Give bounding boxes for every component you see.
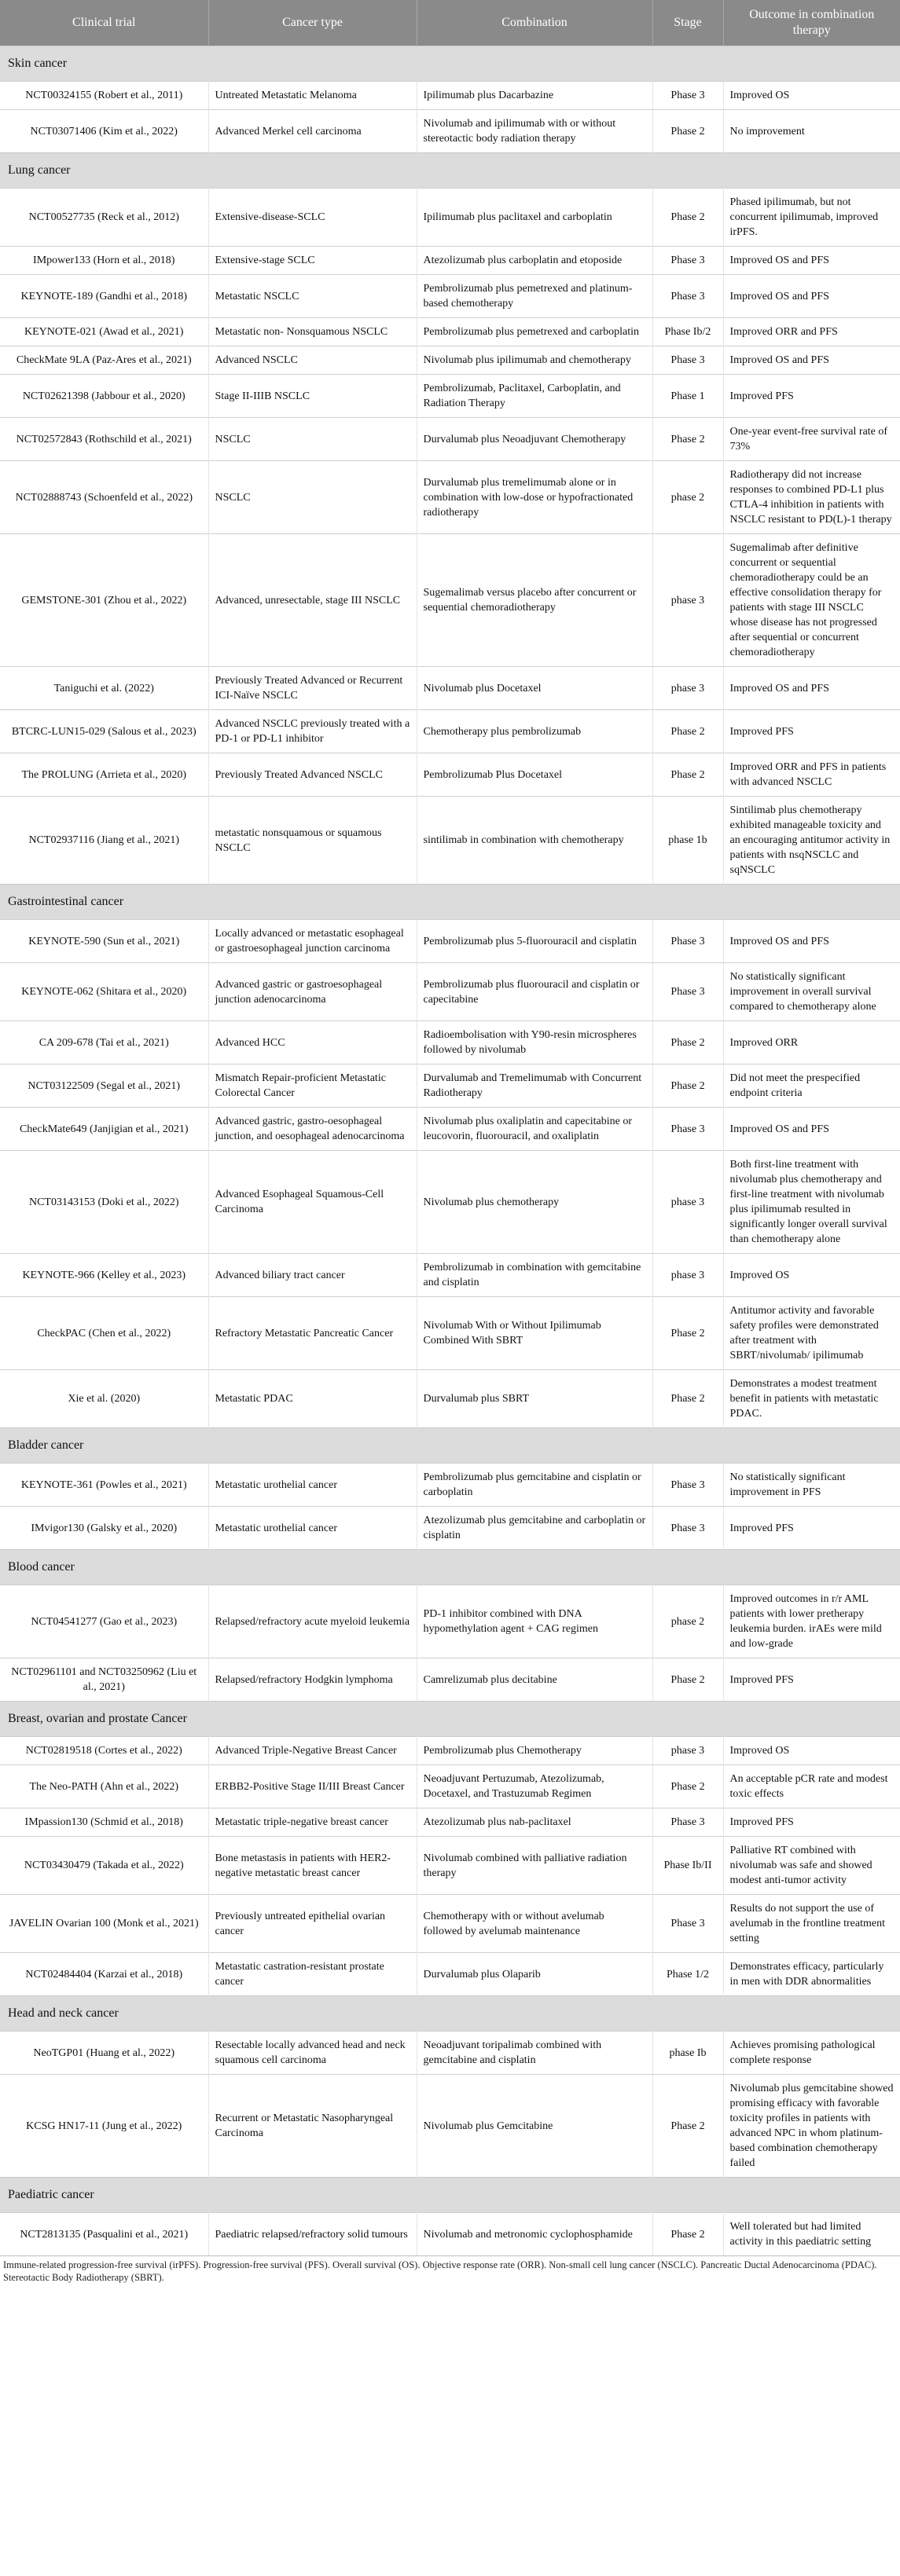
cell-clinical-trial: IMpower133 (Horn et al., 2018)	[0, 247, 208, 275]
section-title: Breast, ovarian and prostate Cancer	[0, 1702, 900, 1737]
cell-outcome: Improved OS and PFS	[723, 247, 900, 275]
cell-stage: Phase 2	[652, 710, 723, 753]
table-row	[0, 275, 900, 318]
cell-combination: sintilimab in combination with chemotherapy	[417, 797, 652, 885]
section-row	[0, 885, 900, 920]
header-cancer-type: Cancer type	[208, 0, 417, 46]
cell-cancer-type: Advanced Esophageal Squamous-Cell Carcinoma	[208, 1151, 417, 1254]
cell-stage: Phase 2	[652, 753, 723, 797]
table-row	[0, 1064, 900, 1108]
cell-combination: Pembrolizumab plus pemetrexed and carboplatin	[417, 318, 652, 346]
cell-stage: Phase 2	[652, 1370, 723, 1428]
table-row	[0, 753, 900, 797]
cell-stage: Phase 3	[652, 1108, 723, 1151]
cell-cancer-type: Advanced gastric or gastroesophageal junction adenocarcinoma	[208, 963, 417, 1021]
cell-cancer-type: NSCLC	[208, 418, 417, 461]
cell-outcome: Both first-line treatment with nivolumab plus chemotherapy and first-line treatment with nivolumab plus ipilimumab resulted in significantly longer overall survival than chemotherapy alone	[723, 1151, 900, 1254]
cell-outcome: No improvement	[723, 110, 900, 153]
table-row	[0, 1021, 900, 1064]
cell-stage: Phase 2	[652, 1021, 723, 1064]
cell-cancer-type: Extensive-stage SCLC	[208, 247, 417, 275]
cell-cancer-type: Previously Treated Advanced or Recurrent ICI-Naïve NSCLC	[208, 667, 417, 710]
cell-combination: Sugemalimab versus placebo after concurrent or sequential chemoradiotherapy	[417, 534, 652, 667]
cell-combination: Pembrolizumab Plus Docetaxel	[417, 753, 652, 797]
table-row	[0, 2075, 900, 2178]
table-footnote: Immune-related progression-free survival (irPFS). Progression-free survival (PFS). Overall survival (OS). Objective response rate (ORR). Non-small cell lung cancer (NSCLC). Pancreatic Ductal Adenocarcinoma (PDAC). Stereotactic Body Radiotherapy (SBRT).	[0, 2255, 900, 2284]
cell-cancer-type: Locally advanced or metastatic esophageal or gastroesophageal junction carcinoma	[208, 920, 417, 963]
section-row	[0, 46, 900, 82]
cell-outcome: Improved OS	[723, 1737, 900, 1765]
cell-clinical-trial: KEYNOTE-189 (Gandhi et al., 2018)	[0, 275, 208, 318]
cell-stage: Phase 2	[652, 110, 723, 153]
cell-combination: Durvalumab plus Olaparib	[417, 1953, 652, 1996]
cell-stage: Phase Ib/2	[652, 318, 723, 346]
section-title: Lung cancer	[0, 153, 900, 189]
cell-combination: Nivolumab plus ipilimumab and chemotherapy	[417, 346, 652, 375]
cell-outcome: Antitumor activity and favorable safety profiles were demonstrated after treatment with SBRT/nivolumab/ ipilimumab	[723, 1297, 900, 1370]
cell-combination: Ipilimumab plus paclitaxel and carboplatin	[417, 189, 652, 247]
cell-cancer-type: ERBB2-Positive Stage II/III Breast Cancer	[208, 1765, 417, 1808]
cell-combination: Pembrolizumab plus Chemotherapy	[417, 1737, 652, 1765]
cell-combination: Atezolizumab plus carboplatin and etoposide	[417, 247, 652, 275]
cell-combination: Chemotherapy plus pembrolizumab	[417, 710, 652, 753]
cell-outcome: No statistically significant improvement in overall survival compared to chemotherapy alone	[723, 963, 900, 1021]
cell-cancer-type: Resectable locally advanced head and neck squamous cell carcinoma	[208, 2032, 417, 2075]
table-row	[0, 667, 900, 710]
cell-outcome: Nivolumab plus gemcitabine showed promising efficacy with favorable toxicity profiles in patients with advanced NPC in whom platinum-based combination chemotherapy failed	[723, 2075, 900, 2178]
cell-combination: Durvalumab plus SBRT	[417, 1370, 652, 1428]
cell-stage: phase Ib	[652, 2032, 723, 2075]
cell-cancer-type: Paediatric relapsed/refractory solid tumours	[208, 2213, 417, 2256]
cell-stage: Phase 2	[652, 1297, 723, 1370]
table-row	[0, 375, 900, 418]
cell-combination: Camrelizumab plus decitabine	[417, 1658, 652, 1702]
cell-clinical-trial: KEYNOTE-361 (Powles et al., 2021)	[0, 1464, 208, 1507]
table-row	[0, 346, 900, 375]
table-row	[0, 2213, 900, 2256]
cell-clinical-trial: The Neo-PATH (Ahn et al., 2022)	[0, 1765, 208, 1808]
cell-combination: Durvalumab plus tremelimumab alone or in combination with low-dose or hypofractionated radiotherapy	[417, 461, 652, 534]
cell-cancer-type: Metastatic NSCLC	[208, 275, 417, 318]
cell-cancer-type: Previously untreated epithelial ovarian cancer	[208, 1895, 417, 1953]
cell-clinical-trial: IMpassion130 (Schmid et al., 2018)	[0, 1808, 208, 1837]
cell-cancer-type: metastatic nonsquamous or squamous NSCLC	[208, 797, 417, 885]
cell-stage: phase 2	[652, 461, 723, 534]
table-row	[0, 963, 900, 1021]
cell-outcome: Improved OS and PFS	[723, 1108, 900, 1151]
cell-clinical-trial: KEYNOTE-021 (Awad et al., 2021)	[0, 318, 208, 346]
cell-cancer-type: Advanced Triple-Negative Breast Cancer	[208, 1737, 417, 1765]
cell-cancer-type: Advanced, unresectable, stage III NSCLC	[208, 534, 417, 667]
cell-clinical-trial: KEYNOTE-590 (Sun et al., 2021)	[0, 920, 208, 963]
cell-clinical-trial: CA 209-678 (Tai et al., 2021)	[0, 1021, 208, 1064]
section-row	[0, 153, 900, 189]
table-row	[0, 1808, 900, 1837]
cell-outcome: Phased ipilimumab, but not concurrent ipilimumab, improved irPFS.	[723, 189, 900, 247]
cell-outcome: Improved OS and PFS	[723, 275, 900, 318]
cell-clinical-trial: Xie et al. (2020)	[0, 1370, 208, 1428]
cell-outcome: Improved PFS	[723, 1658, 900, 1702]
cell-outcome: Sugemalimab after definitive concurrent or sequential chemoradiotherapy could be an effective consolidation therapy for patients with stage III NSCLC whose disease has not progressed after sequential or concurrent chemoradiotherapy	[723, 534, 900, 667]
cell-combination: Atezolizumab plus nab-paclitaxel	[417, 1808, 652, 1837]
cell-combination: Nivolumab With or Without Ipilimumab Combined With SBRT	[417, 1297, 652, 1370]
section-title: Skin cancer	[0, 46, 900, 82]
cell-combination: PD-1 inhibitor combined with DNA hypomethylation agent + CAG regimen	[417, 1585, 652, 1658]
cell-clinical-trial: NCT03430479 (Takada et al., 2022)	[0, 1837, 208, 1895]
header-clinical-trial: Clinical trial	[0, 0, 208, 46]
cell-outcome: Improved ORR	[723, 1021, 900, 1064]
table-row	[0, 1370, 900, 1428]
section-row	[0, 1428, 900, 1464]
cell-outcome: Improved ORR and PFS	[723, 318, 900, 346]
cell-combination: Nivolumab plus oxaliplatin and capecitabine or leucovorin, fluorouracil, and oxaliplatin	[417, 1108, 652, 1151]
cell-clinical-trial: BTCRC-LUN15-029 (Salous et al., 2023)	[0, 710, 208, 753]
cell-cancer-type: NSCLC	[208, 461, 417, 534]
cell-combination: Neoadjuvant Pertuzumab, Atezolizumab, Docetaxel, and Trastuzumab Regimen	[417, 1765, 652, 1808]
cell-cancer-type: Mismatch Repair-proficient Metastatic Colorectal Cancer	[208, 1064, 417, 1108]
cell-stage: Phase 3	[652, 920, 723, 963]
cell-outcome: Did not meet the prespecified endpoint criteria	[723, 1064, 900, 1108]
cell-stage: Phase 1	[652, 375, 723, 418]
cell-stage: phase 3	[652, 1737, 723, 1765]
table-row	[0, 1765, 900, 1808]
cell-clinical-trial: NCT03143153 (Doki et al., 2022)	[0, 1151, 208, 1254]
cell-clinical-trial: KEYNOTE-966 (Kelley et al., 2023)	[0, 1254, 208, 1297]
table-row	[0, 797, 900, 885]
cell-combination: Pembrolizumab, Paclitaxel, Carboplatin, and Radiation Therapy	[417, 375, 652, 418]
cell-clinical-trial: NCT02819518 (Cortes et al., 2022)	[0, 1737, 208, 1765]
cell-outcome: An acceptable pCR rate and modest toxic effects	[723, 1765, 900, 1808]
cell-clinical-trial: The PROLUNG (Arrieta et al., 2020)	[0, 753, 208, 797]
header-stage: Stage	[652, 0, 723, 46]
cell-clinical-trial: KEYNOTE-062 (Shitara et al., 2020)	[0, 963, 208, 1021]
table-row	[0, 710, 900, 753]
cell-outcome: No statistically significant improvement in PFS	[723, 1464, 900, 1507]
cell-stage: phase 3	[652, 1254, 723, 1297]
table-row	[0, 189, 900, 247]
cell-combination: Nivolumab combined with palliative radiation therapy	[417, 1837, 652, 1895]
table-row	[0, 318, 900, 346]
table-row	[0, 1585, 900, 1658]
cell-outcome: Improved OS	[723, 82, 900, 110]
table-row	[0, 82, 900, 110]
cell-combination: Pembrolizumab plus 5-fluorouracil and cisplatin	[417, 920, 652, 963]
cell-clinical-trial: GEMSTONE-301 (Zhou et al., 2022)	[0, 534, 208, 667]
cell-combination: Durvalumab plus Neoadjuvant Chemotherapy	[417, 418, 652, 461]
cell-stage: phase 3	[652, 534, 723, 667]
cell-stage: Phase 3	[652, 275, 723, 318]
cell-stage: Phase 2	[652, 418, 723, 461]
cell-stage: phase 2	[652, 1585, 723, 1658]
header-row	[0, 0, 900, 46]
cell-outcome: Improved ORR and PFS in patients with advanced NSCLC	[723, 753, 900, 797]
table-row	[0, 247, 900, 275]
cell-stage: phase 1b	[652, 797, 723, 885]
cell-cancer-type: Recurrent or Metastatic Nasopharyngeal Carcinoma	[208, 2075, 417, 2178]
cell-stage: Phase 3	[652, 963, 723, 1021]
cell-outcome: Improved PFS	[723, 375, 900, 418]
cell-outcome: Improved PFS	[723, 710, 900, 753]
table-row	[0, 1151, 900, 1254]
cell-clinical-trial: NCT03122509 (Segal et al., 2021)	[0, 1064, 208, 1108]
cell-clinical-trial: NCT00527735 (Reck et al., 2012)	[0, 189, 208, 247]
cell-combination: Pembrolizumab in combination with gemcitabine and cisplatin	[417, 1254, 652, 1297]
section-row	[0, 1996, 900, 2032]
cell-cancer-type: Extensive-disease-SCLC	[208, 189, 417, 247]
section-title: Paediatric cancer	[0, 2178, 900, 2213]
cell-cancer-type: Metastatic urothelial cancer	[208, 1507, 417, 1550]
table-body	[0, 46, 900, 2256]
cell-combination: Neoadjuvant toripalimab combined with gemcitabine and cisplatin	[417, 2032, 652, 2075]
cell-stage: phase 3	[652, 1151, 723, 1254]
table-row	[0, 534, 900, 667]
cell-cancer-type: Advanced gastric, gastro-oesophageal junction, and oesophageal adenocarcinoma	[208, 1108, 417, 1151]
cell-clinical-trial: NCT02888743 (Schoenfeld et al., 2022)	[0, 461, 208, 534]
cell-clinical-trial: CheckPAC (Chen et al., 2022)	[0, 1297, 208, 1370]
cell-clinical-trial: KCSG HN17-11 (Jung et al., 2022)	[0, 2075, 208, 2178]
cell-cancer-type: Refractory Metastatic Pancreatic Cancer	[208, 1297, 417, 1370]
cell-outcome: Improved OS and PFS	[723, 920, 900, 963]
section-row	[0, 1702, 900, 1737]
cell-outcome: One-year event-free survival rate of 73%	[723, 418, 900, 461]
table-row	[0, 1737, 900, 1765]
cell-clinical-trial: NeoTGP01 (Huang et al., 2022)	[0, 2032, 208, 2075]
cell-clinical-trial: NCT00324155 (Robert et al., 2011)	[0, 82, 208, 110]
cell-clinical-trial: CheckMate649 (Janjigian et al., 2021)	[0, 1108, 208, 1151]
cell-clinical-trial: NCT02572843 (Rothschild et al., 2021)	[0, 418, 208, 461]
cell-outcome: Improved outcomes in r/r AML patients with lower pretherapy leukemia burden. irAEs were mild and low-grade	[723, 1585, 900, 1658]
cell-combination: Atezolizumab plus gemcitabine and carboplatin or cisplatin	[417, 1507, 652, 1550]
cell-stage: Phase 3	[652, 1808, 723, 1837]
table-row	[0, 110, 900, 153]
cell-clinical-trial: NCT02484404 (Karzai et al., 2018)	[0, 1953, 208, 1996]
cell-cancer-type: Relapsed/refractory acute myeloid leukemia	[208, 1585, 417, 1658]
section-row	[0, 2178, 900, 2213]
section-title: Bladder cancer	[0, 1428, 900, 1464]
cell-clinical-trial: NCT2813135 (Pasqualini et al., 2021)	[0, 2213, 208, 2256]
cell-cancer-type: Relapsed/refractory Hodgkin lymphoma	[208, 1658, 417, 1702]
section-title: Gastrointestinal cancer	[0, 885, 900, 920]
header-combination: Combination	[417, 0, 652, 46]
table-row	[0, 2032, 900, 2075]
cell-combination: Ipilimumab plus Dacarbazine	[417, 82, 652, 110]
cell-outcome: Palliative RT combined with nivolumab was safe and showed modest anti-tumor activity	[723, 1837, 900, 1895]
table-row	[0, 1254, 900, 1297]
cell-clinical-trial: Taniguchi et al. (2022)	[0, 667, 208, 710]
cell-cancer-type: Metastatic non- Nonsquamous NSCLC	[208, 318, 417, 346]
cell-cancer-type: Advanced biliary tract cancer	[208, 1254, 417, 1297]
cell-combination: Nivolumab plus Docetaxel	[417, 667, 652, 710]
cell-stage: Phase 3	[652, 247, 723, 275]
cell-stage: Phase 3	[652, 346, 723, 375]
section-title: Head and neck cancer	[0, 1996, 900, 2032]
cell-outcome: Demonstrates a modest treatment benefit in patients with metastatic PDAC.	[723, 1370, 900, 1428]
cell-cancer-type: Metastatic triple-negative breast cancer	[208, 1808, 417, 1837]
cell-outcome: Improved OS	[723, 1254, 900, 1297]
cell-combination: Pembrolizumab plus gemcitabine and cisplatin or carboplatin	[417, 1464, 652, 1507]
cell-outcome: Demonstrates efficacy, particularly in men with DDR abnormalities	[723, 1953, 900, 1996]
cell-stage: Phase 3	[652, 1895, 723, 1953]
header-outcome: Outcome in combination therapy	[723, 0, 900, 46]
cell-combination: Nivolumab plus chemotherapy	[417, 1151, 652, 1254]
cell-cancer-type: Advanced NSCLC	[208, 346, 417, 375]
cell-outcome: Improved PFS	[723, 1507, 900, 1550]
cell-combination: Nivolumab and metronomic cyclophosphamide	[417, 2213, 652, 2256]
cell-outcome: Improved OS and PFS	[723, 346, 900, 375]
table-row	[0, 1108, 900, 1151]
table-row	[0, 1658, 900, 1702]
cell-clinical-trial: NCT03071406 (Kim et al., 2022)	[0, 110, 208, 153]
cell-outcome: Improved OS and PFS	[723, 667, 900, 710]
cell-cancer-type: Stage II-IIIB NSCLC	[208, 375, 417, 418]
table-row	[0, 1895, 900, 1953]
cell-clinical-trial: IMvigor130 (Galsky et al., 2020)	[0, 1507, 208, 1550]
cell-outcome: Results do not support the use of avelumab in the frontline treatment setting	[723, 1895, 900, 1953]
cell-outcome: Sintilimab plus chemotherapy exhibited manageable toxicity and an encouraging antitumor activity in patients with nsqNSCLC and sqNSCLC	[723, 797, 900, 885]
cell-cancer-type: Metastatic urothelial cancer	[208, 1464, 417, 1507]
cell-cancer-type: Untreated Metastatic Melanoma	[208, 82, 417, 110]
cell-outcome: Achieves promising pathological complete response	[723, 2032, 900, 2075]
cell-stage: Phase 2	[652, 2075, 723, 2178]
cell-cancer-type: Metastatic castration-resistant prostate cancer	[208, 1953, 417, 1996]
cell-cancer-type: Advanced HCC	[208, 1021, 417, 1064]
cell-stage: Phase 2	[652, 1064, 723, 1108]
cell-clinical-trial: CheckMate 9LA (Paz-Ares et al., 2021)	[0, 346, 208, 375]
cell-stage: Phase 3	[652, 82, 723, 110]
cell-clinical-trial: NCT02961101 and NCT03250962 (Liu et al., 2021)	[0, 1658, 208, 1702]
cell-clinical-trial: JAVELIN Ovarian 100 (Monk et al., 2021)	[0, 1895, 208, 1953]
cell-combination: Nivolumab and ipilimumab with or without stereotactic body radiation therapy	[417, 110, 652, 153]
cell-outcome: Improved PFS	[723, 1808, 900, 1837]
table-row	[0, 1464, 900, 1507]
table-row	[0, 1507, 900, 1550]
cell-cancer-type: Previously Treated Advanced NSCLC	[208, 753, 417, 797]
table-row	[0, 920, 900, 963]
cell-cancer-type: Metastatic PDAC	[208, 1370, 417, 1428]
table-header	[0, 0, 900, 46]
cell-cancer-type: Advanced NSCLC previously treated with a PD-1 or PD-L1 inhibitor	[208, 710, 417, 753]
section-row	[0, 1550, 900, 1585]
cell-cancer-type: Advanced Merkel cell carcinoma	[208, 110, 417, 153]
cell-stage: Phase 1/2	[652, 1953, 723, 1996]
cell-clinical-trial: NCT04541277 (Gao et al., 2023)	[0, 1585, 208, 1658]
cell-stage: Phase 3	[652, 1464, 723, 1507]
cell-stage: Phase 2	[652, 1658, 723, 1702]
cell-clinical-trial: NCT02621398 (Jabbour et al., 2020)	[0, 375, 208, 418]
cell-stage: Phase 2	[652, 1765, 723, 1808]
cell-combination: Pembrolizumab plus fluorouracil and cisplatin or capecitabine	[417, 963, 652, 1021]
cell-combination: Pembrolizumab plus pemetrexed and platinum-based chemotherapy	[417, 275, 652, 318]
table-row	[0, 1837, 900, 1895]
table-row	[0, 1953, 900, 1996]
cell-combination: Nivolumab plus Gemcitabine	[417, 2075, 652, 2178]
cell-clinical-trial: NCT02937116 (Jiang et al., 2021)	[0, 797, 208, 885]
cell-stage: phase 3	[652, 667, 723, 710]
cell-outcome: Radiotherapy did not increase responses to combined PD-L1 plus CTLA-4 inhibition in patients with NSCLC resistant to PD(L)-1 therapy	[723, 461, 900, 534]
cell-stage: Phase 2	[652, 189, 723, 247]
table-row	[0, 461, 900, 534]
section-title: Blood cancer	[0, 1550, 900, 1585]
cell-combination: Chemotherapy with or without avelumab followed by avelumab maintenance	[417, 1895, 652, 1953]
cell-combination: Radioembolisation with Y90-resin microspheres followed by nivolumab	[417, 1021, 652, 1064]
cell-stage: Phase Ib/II	[652, 1837, 723, 1895]
cell-combination: Durvalumab and Tremelimumab with Concurrent Radiotherapy	[417, 1064, 652, 1108]
cell-stage: Phase 2	[652, 2213, 723, 2256]
table-row	[0, 418, 900, 461]
cell-outcome: Well tolerated but had limited activity in this paediatric setting	[723, 2213, 900, 2256]
cell-cancer-type: Bone metastasis in patients with HER2-negative metastatic breast cancer	[208, 1837, 417, 1895]
cell-stage: Phase 3	[652, 1507, 723, 1550]
table-row	[0, 1297, 900, 1370]
